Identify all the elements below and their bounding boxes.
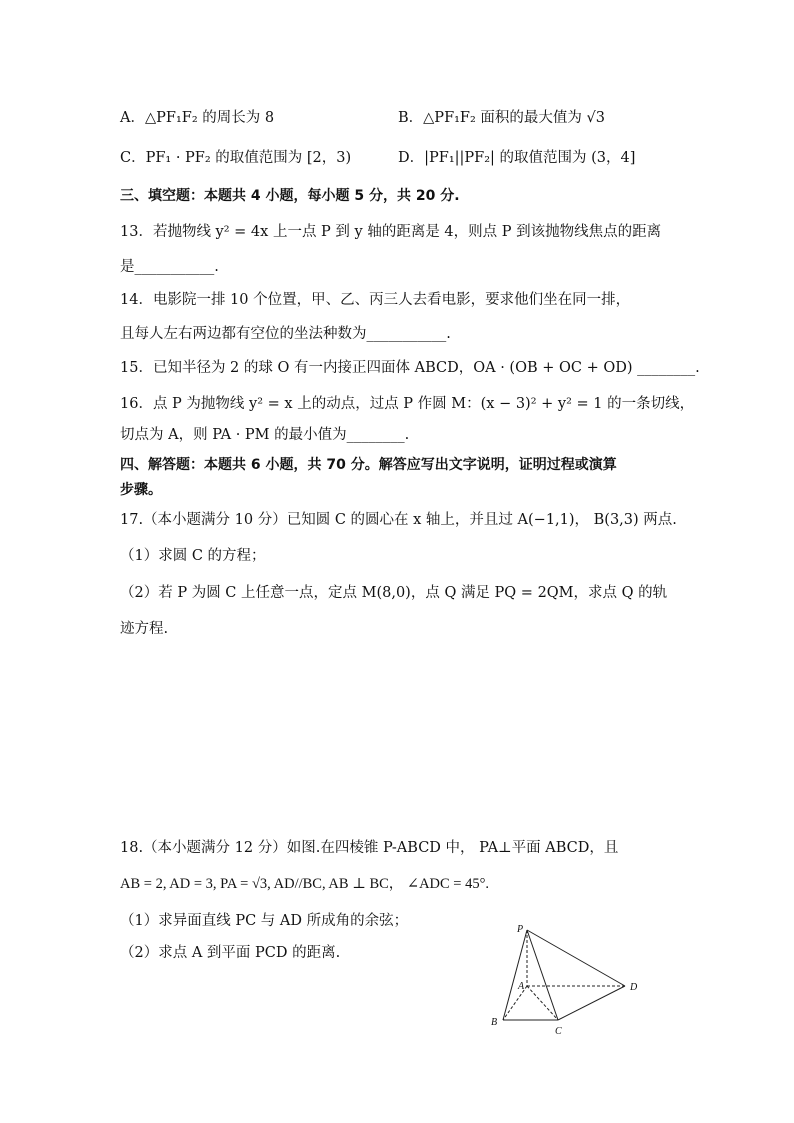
edge-ac-hidden (527, 986, 558, 1020)
label-p: P (517, 924, 524, 935)
label-d: D (630, 982, 638, 993)
option-b: B．△PF₁F₂ 面积的最大值为 √3 (398, 110, 605, 126)
option-c: C．PF₁ · PF₂ 的取值范围为 [2，3) (120, 150, 352, 166)
section4-line2: 步骤。 (120, 482, 162, 498)
section3-heading: 三、填空题：本题共 4 小题，每小题 5 分，共 20 分. (120, 188, 460, 204)
q14-line1: 14．电影院一排 10 个位置，甲、乙、丙三人去看电影，要求他们坐在同一排， (120, 292, 631, 308)
label-a: A (518, 981, 525, 992)
edge-cd (558, 986, 625, 1020)
label-b: B (491, 1017, 498, 1028)
q17-part1: （1）求圆 C 的方程； (120, 548, 266, 564)
q16-line2: 切点为 A，则 PA · PM 的最小值为________. (120, 427, 410, 443)
q15-line1: 15．已知半径为 2 的球 O 有一内接正四面体 ABCD，OA · (OB + OC + OD) ________. (120, 360, 700, 376)
q17-part2-line1: （2）若 P 为圆 C 上任意一点，定点 M(8,0)，点 Q 满足 PQ = 2QM，求点 Q 的轨 (120, 585, 668, 601)
option-a: A．△PF₁F₂ 的周长为 8 (120, 110, 275, 126)
q17-part2-line2: 迹方程. (120, 621, 169, 637)
section4-line1: 四、解答题：本题共 6 小题，共 70 分。解答应写出文字说明，证明过程或演算 (120, 457, 617, 473)
option-d: D．|PF₁||PF₂| 的取值范围为 (3，4] (398, 150, 636, 166)
q16-line1: 16．点 P 为抛物线 y² = x 上的动点，过点 P 作圆 M：(x − 3)² + y² = 1 的一条切线， (120, 396, 695, 412)
q13-line2: 是___________. (120, 259, 219, 275)
q14-line2: 且每人左右两边都有空位的坐法种数为___________. (120, 326, 451, 342)
q17-line1: 17.（本小题满分 10 分）已知圆 C 的圆心在 x 轴上，并且过 A(−1,1)， B(3,3) 两点. (120, 512, 677, 528)
q18-part2: （2）求点 A 到平面 PCD 的距离. (120, 945, 341, 961)
q13-line1: 13．若抛物线 y² = 4x 上一点 P 到 y 轴的距离是 4，则点 P 到该抛物线焦点的距离 (120, 224, 662, 240)
label-c: C (555, 1026, 562, 1037)
edge-pb (503, 930, 527, 1020)
edge-pd (527, 930, 625, 986)
q18-part1: （1）求异面直线 PC 与 AD 所成角的余弦； (120, 913, 409, 929)
edge-ab-hidden (503, 986, 527, 1020)
q18-line1: 18.（本小题满分 12 分）如图.在四棱锥 P-ABCD 中， PA⊥平面 ABCD，且 (120, 840, 619, 856)
edge-pc (527, 930, 558, 1020)
q18-line2: AB = 2, AD = 3, PA = √3, AD//BC, AB ⊥ BC， ∠ADC = 45°. (120, 876, 490, 892)
